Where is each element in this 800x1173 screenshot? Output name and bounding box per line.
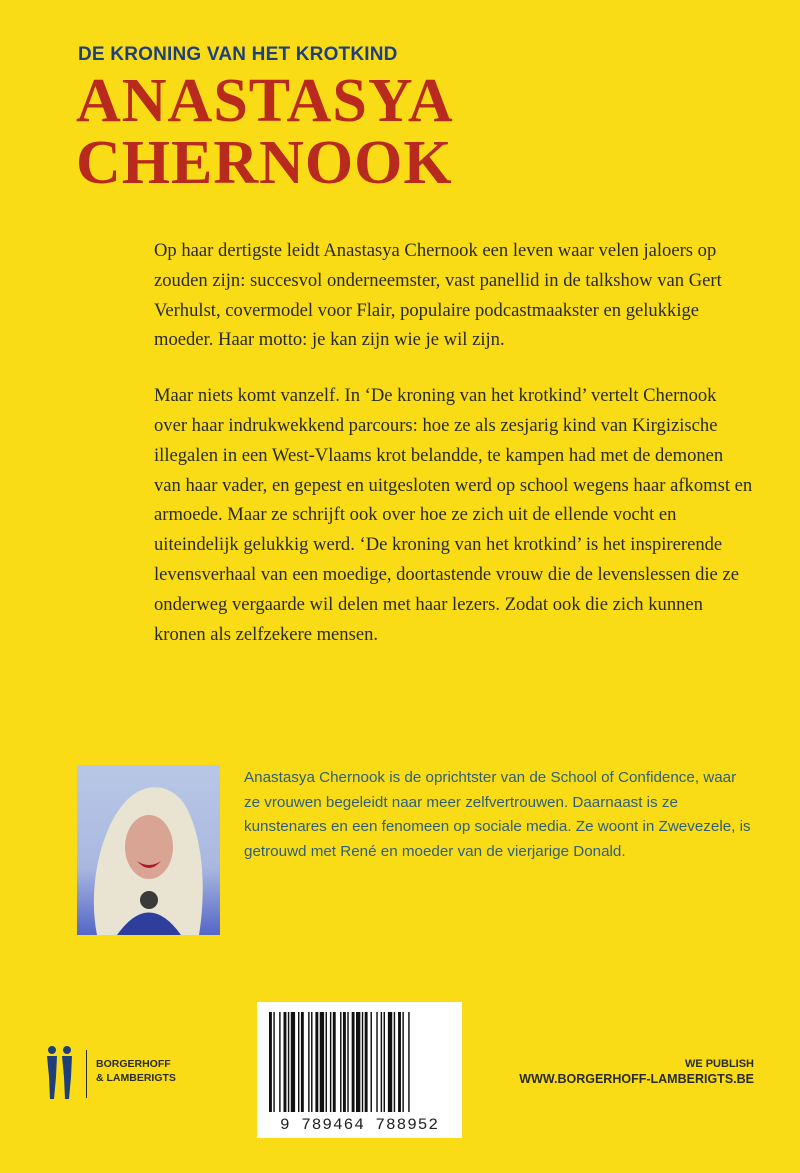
barcode-bar <box>308 1012 309 1112</box>
publisher-website[interactable]: WWW.BORGERHOFF-LAMBERIGTS.BE <box>519 1072 754 1086</box>
publisher-name: BORGERHOFF & LAMBERIGTS <box>96 1058 176 1084</box>
two-figures-logo-icon <box>42 1045 78 1101</box>
barcode-bar <box>398 1012 401 1112</box>
author-bio: Anastasya Chernook is de oprichtster van de School of Confidence, waar ze vrouwen begeleidt naar meer zelfvertrouwen. Daarnaast is ze kunstenares en een fenomeen op sociale media. Ze woont in Zwevezele, is getrouwd met René en moeder van de vierjarige Donald. <box>244 769 751 860</box>
barcode-bar <box>273 1012 274 1112</box>
author-last-name: CHERNOOK <box>76 129 453 197</box>
book-subtitle: DE KRONING VAN HET KROTKIND <box>78 44 398 65</box>
barcode-bar <box>291 1012 295 1112</box>
isbn-barcode <box>257 1002 462 1138</box>
barcode-bar <box>402 1012 403 1112</box>
barcode-bar <box>301 1012 304 1112</box>
author-photo <box>77 765 220 935</box>
barcode-bar <box>326 1012 327 1112</box>
barcode-bar <box>269 1012 272 1112</box>
blurb-text <box>154 236 754 675</box>
barcode-bar <box>315 1012 318 1112</box>
barcode-bar <box>298 1012 299 1112</box>
isbn-number: 9 789464 788952 <box>279 1116 440 1134</box>
barcode-bar <box>365 1012 368 1112</box>
blurb-paragraph: Maar niets komt vanzelf. In ‘De kroning van het krotkind’ vertelt Chernook over haar indrukwekkend parcours: hoe ze als zesjarig kind van Kirgizische illegalen in een West-Vlaams krot belandde, te kampen had met de demonen van haar vader, en gepest en uitgesloten werd op school wegens haar afkomst en armoede. Maar ze schrijft ook over hoe ze zich uit de ellende vocht en uiteindelijk gelukkig werd. ‘De kroning van het krotkind’ is het inspirerende levensverhaal van een moedige, doortastende vrouw die de levenslessen die ze onderweg vergaarde wil delen met haar lezers. Zodat ook die zich kunnen kronen als zelfzekere mensen. <box>154 385 753 645</box>
barcode-bar <box>384 1012 385 1112</box>
barcode-bar <box>311 1012 312 1112</box>
barcode-bar <box>408 1012 409 1112</box>
author-first-name: ANASTASYA <box>76 67 454 135</box>
barcode-bar <box>394 1012 395 1112</box>
barcode-bar <box>356 1012 360 1112</box>
barcode-bar <box>320 1012 324 1112</box>
barcode-bar <box>362 1012 363 1112</box>
blurb-paragraph: Op haar dertigste leidt Anastasya Chernook een leven waar velen jaloers op zouden zijn: succesvol onderneemster, vast panellid in de talkshow van Gert Verhulst, covermodel voor Flair, populaire podcastmaakster en gelukkige moeder. Haar motto: je kan zijn wie je wil zijn. <box>154 240 722 351</box>
barcode-bar <box>376 1012 377 1112</box>
barcode-bars <box>269 1012 450 1112</box>
barcode-bar <box>284 1012 287 1112</box>
barcode-bar <box>388 1012 392 1112</box>
logo-divider <box>86 1050 87 1098</box>
barcode-bar <box>343 1012 346 1112</box>
barcode-bar <box>279 1012 280 1112</box>
barcode-bar <box>381 1012 382 1112</box>
barcode-bar <box>288 1012 289 1112</box>
barcode-bar <box>340 1012 341 1112</box>
barcode-bar <box>371 1012 372 1112</box>
barcode-bar <box>347 1012 348 1112</box>
barcode-bar <box>330 1012 331 1112</box>
barcode-bar <box>352 1012 355 1112</box>
publisher-tagline: WE PUBLISH <box>684 1058 754 1070</box>
author-name <box>76 67 454 197</box>
author-portrait-image <box>77 765 220 935</box>
barcode-bar <box>333 1012 336 1112</box>
